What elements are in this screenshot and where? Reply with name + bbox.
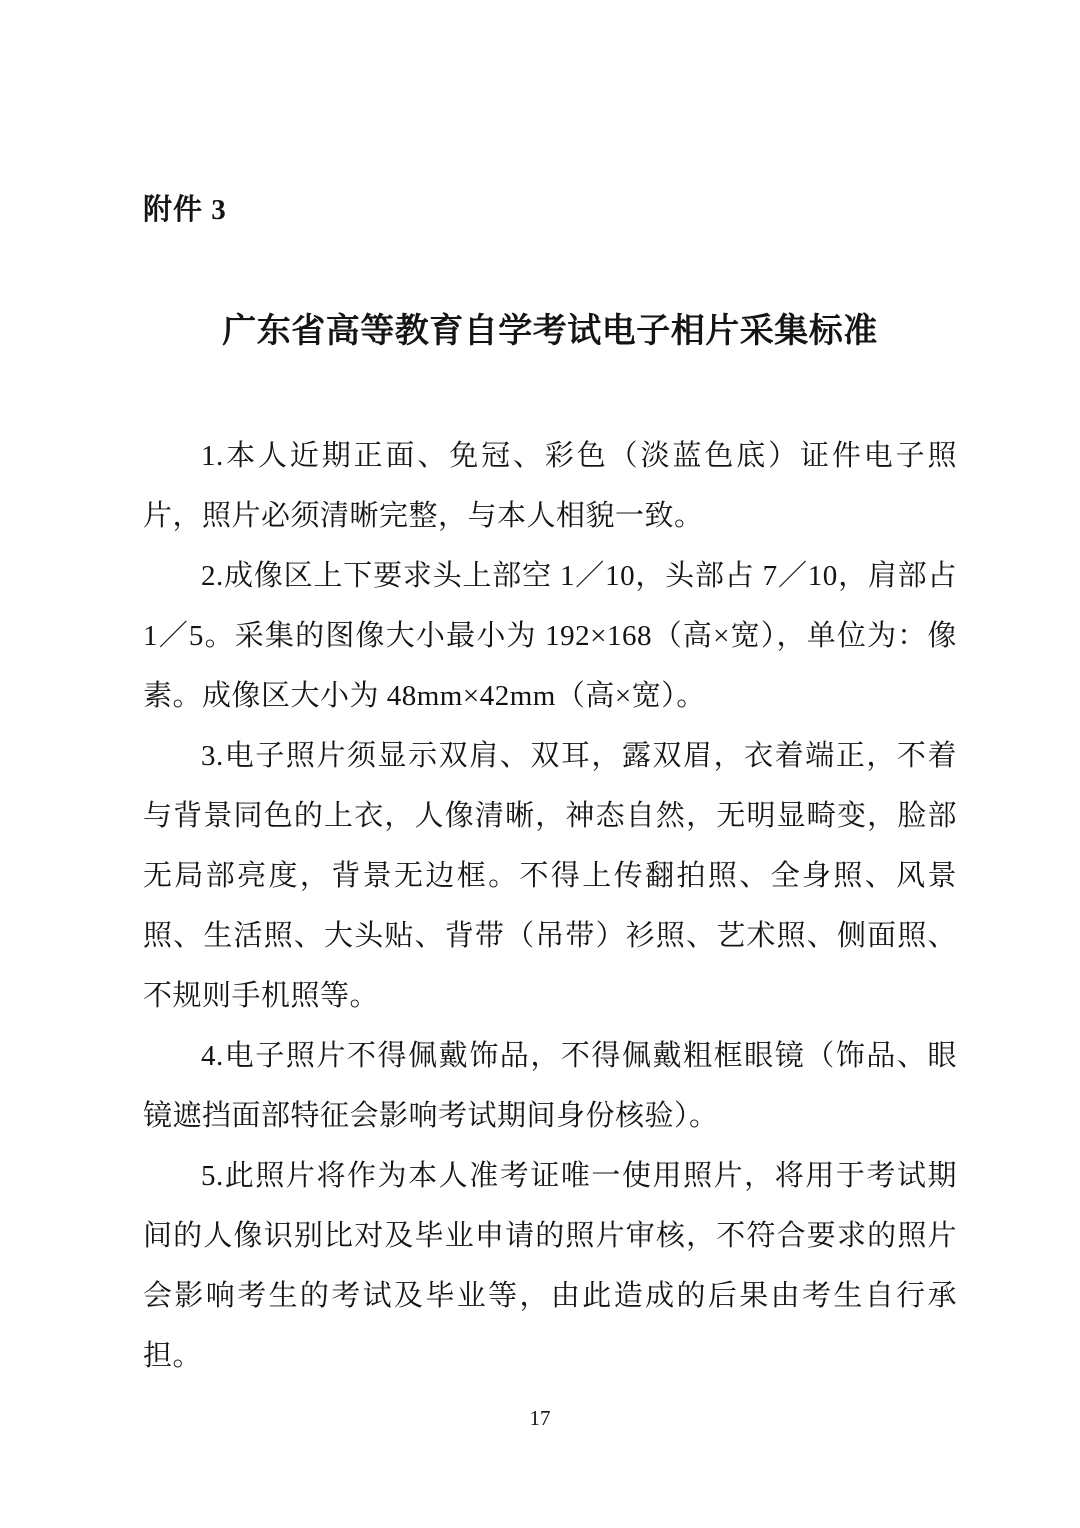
document-body: [143, 426, 957, 1386]
paragraph-3: 3.电子照片须显示双肩、双耳，露双眉，衣着端正，不着与背景同色的上衣，人像清晰，神态自然，无明显畸变，脸部无局部亮度，背景无边框。不得上传翻拍照、全身照、风景照、生活照、大头贴、背带（吊带）衫照、艺术照、侧面照、不规则手机照等。: [143, 740, 957, 1012]
paragraph-5: 5.此照片将作为本人准考证唯一使用照片，将用于考试期间的人像识别比对及毕业申请的照片审核，不符合要求的照片会影响考生的考试及毕业等，由此造成的后果由考生自行承担。: [143, 1160, 957, 1372]
document-title: 广东省高等教育自学考试电子相片采集标准: [222, 313, 878, 350]
paragraph-2: 2.成像区上下要求头上部空 1／10，头部占 7／10，肩部占 1／5。采集的图像大小最小为 192×168（高×宽），单位为：像素。成像区大小为 48mm×42mm（高×宽）。: [143, 560, 957, 712]
paragraph-4: 4.电子照片不得佩戴饰品，不得佩戴粗框眼镜（饰品、眼镜遮挡面部特征会影响考试期间身份核验）。: [143, 1040, 957, 1132]
attachment-label: 附件 3: [143, 194, 227, 226]
paragraph-1: 1.本人近期正面、免冠、彩色（淡蓝色底）证件电子照片，照片必须清晰完整，与本人相貌一致。: [143, 440, 957, 532]
page-number: 17: [529, 1406, 551, 1430]
